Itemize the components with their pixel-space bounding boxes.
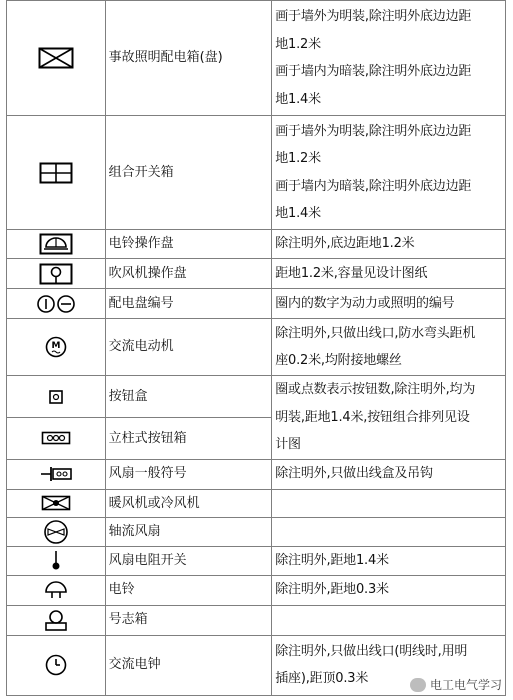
name-cell: 轴流风扇 (105, 518, 272, 547)
name-cell: 号志箱 (105, 605, 272, 635)
axial-fan-icon (43, 519, 69, 545)
table-row (7, 489, 506, 518)
name-cell: 暖风机或冷风机 (105, 489, 272, 518)
emergency-lighting-box-icon (38, 47, 74, 69)
symbol-cell (7, 376, 106, 418)
symbol-cell (7, 605, 106, 635)
desc-cell (272, 459, 506, 489)
desc-cell (272, 230, 506, 259)
name-cell: 风扇电阻开关 (105, 547, 272, 576)
symbol-cell (7, 289, 106, 319)
desc-cell (272, 376, 506, 460)
ac-motor-icon (45, 336, 67, 358)
desc-line: 地1.4米 (275, 206, 321, 221)
fan-resistor-switch-icon (50, 550, 62, 572)
desc-line: 距地1.2米,容量见设计图纸 (275, 265, 428, 281)
desc-line: 画于墙内为暗装,除注明外底边边距 (275, 64, 472, 79)
symbol-cell (7, 319, 106, 376)
symbol-cell (7, 635, 106, 695)
symbol-cell (7, 230, 106, 259)
desc-line: 画于墙外为明装,除注明外底边边距 (275, 123, 472, 139)
table-row (7, 605, 506, 635)
desc-line: 座0.2米,均附接地螺丝 (275, 353, 402, 368)
name-cell: 吹风机操作盘 (105, 259, 272, 289)
desc-line: 除注明外,只做出线盒及吊钩 (275, 466, 433, 482)
button-box-icon (48, 389, 64, 405)
desc-line: 地1.2米 (275, 151, 321, 166)
watermark-text: 电工电气学习 (429, 678, 502, 692)
symbol-cell (7, 116, 106, 230)
desc-cell (272, 259, 506, 289)
desc-line: 画于墙外为明装,除注明外底边边距 (275, 9, 472, 24)
table-row (7, 459, 506, 489)
desc-line: 地1.4米 (275, 91, 321, 107)
desc-cell (272, 575, 506, 605)
symbol-cell (7, 259, 106, 289)
wechat-icon (410, 678, 426, 692)
desc-line: 计图 (275, 437, 301, 452)
symbol-table (6, 0, 506, 696)
desc-cell (272, 1, 506, 116)
heater-cooler-fan-icon (41, 495, 71, 511)
desc-line: 除注明外,底边距地1.2米 (275, 236, 415, 252)
bell-icon (43, 580, 69, 600)
table-row (7, 518, 506, 547)
desc-line: 明装,距地1.4米,按钮组合排列见设 (275, 409, 470, 425)
table-row (7, 230, 506, 259)
table-row (7, 259, 506, 289)
symbol-cell (7, 1, 106, 116)
table-row (7, 547, 506, 576)
name-cell: 按钮盒 (105, 376, 272, 418)
name-cell: 事故照明配电箱(盘) (105, 1, 272, 116)
desc-cell (272, 489, 506, 518)
table-row (7, 1, 506, 116)
name-cell: 组合开关箱 (105, 116, 272, 230)
desc-line: 除注明外,只做出线口(明线时,用明 (275, 643, 468, 659)
svg-text:M: M (51, 341, 61, 351)
symbol-cell (7, 575, 106, 605)
name-cell: 电铃操作盘 (105, 230, 272, 259)
desc-cell (272, 518, 506, 547)
desc-line: 除注明外,只做出线口,防水弯头距机 (275, 325, 476, 341)
watermark (407, 675, 505, 694)
desc-cell (272, 319, 506, 376)
ac-clock-icon (45, 654, 67, 676)
table-row (7, 376, 506, 418)
desc-cell (272, 116, 506, 230)
fan-symbol-icon (39, 464, 73, 484)
symbol-cell (7, 489, 106, 518)
name-cell: 交流电动机 (105, 319, 272, 376)
desc-line: 圈内的数字为动力或照明的编号 (275, 295, 455, 311)
symbol-cell (7, 547, 106, 576)
symbol-cell (7, 418, 106, 459)
desc-line: 圈或点数表示按钮数,除注明外,均为 (275, 382, 476, 397)
desc-line: 除注明外,距地1.4米 (275, 553, 389, 568)
bell-control-panel-icon (39, 233, 73, 255)
table-row (7, 575, 506, 605)
desc-line: 地1.2米 (275, 36, 321, 52)
table-row (7, 319, 506, 376)
name-cell: 配电盘编号 (105, 289, 272, 319)
blower-control-panel-icon (39, 263, 73, 285)
symbol-cell (7, 459, 106, 489)
desc-line: 画于墙内为暗装,除注明外底边边距 (275, 178, 472, 194)
name-cell: 风扇一般符号 (105, 459, 272, 489)
name-cell: 立柱式按钮箱 (105, 418, 272, 459)
combination-switch-box-icon (39, 162, 73, 184)
column-button-box-icon (41, 431, 71, 445)
desc-line: 除注明外,距地0.3米 (275, 582, 389, 598)
distribution-panel-number-icon (36, 293, 76, 315)
desc-cell (272, 289, 506, 319)
name-cell: 交流电钟 (105, 635, 272, 695)
name-cell: 电铃 (105, 575, 272, 605)
signal-box-icon (44, 608, 68, 632)
table-row (7, 289, 506, 319)
desc-line: 插座),距顶0.3米 (275, 671, 369, 686)
table-row (7, 116, 506, 230)
desc-cell (272, 605, 506, 635)
desc-cell (272, 547, 506, 576)
symbol-cell (7, 518, 106, 547)
